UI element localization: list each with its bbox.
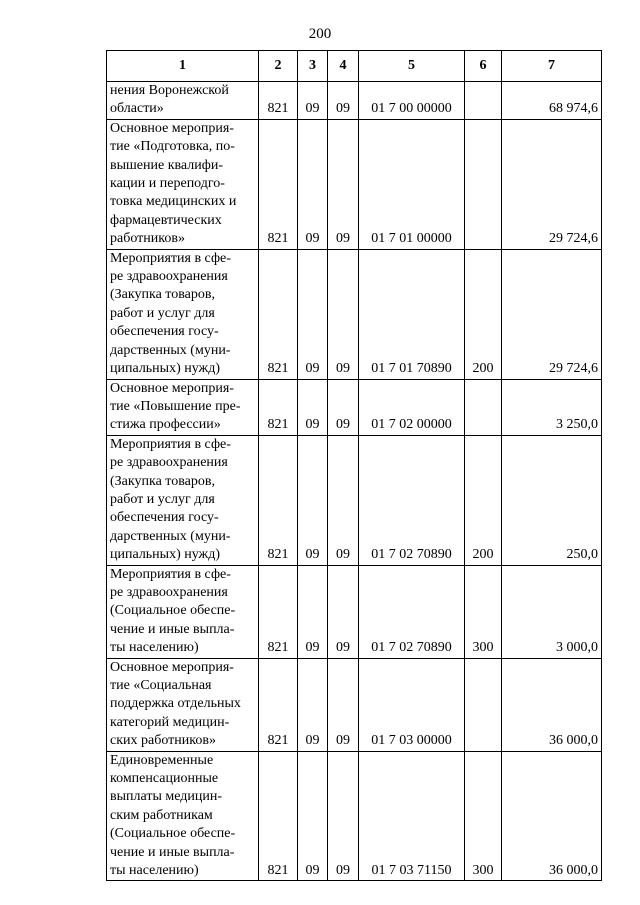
cell-c3: 09 [298, 82, 328, 120]
cell-c7: 68 974,6 [502, 82, 602, 120]
cell-c6: 200 [465, 435, 502, 565]
row-name: Мероприятия в сфе- ре здравоохранения (Закупка товаров, работ и услуг для обеспечения госу- дарственных (муни- ципальных) нужд) [107, 249, 259, 379]
cell-c2: 821 [259, 565, 298, 658]
cell-c4: 09 [328, 379, 359, 435]
row-name: Основное мероприя- тие «Подготовка, по- вышение квалифи- кации и переподго- товка медицинских и фармацевтических работников» [107, 119, 259, 249]
cell-c4: 09 [328, 119, 359, 249]
cell-c5: 01 7 00 00000 [359, 82, 465, 120]
table-row [107, 119, 602, 249]
cell-c4: 09 [328, 751, 359, 881]
cell-c5: 01 7 02 70890 [359, 435, 465, 565]
cell-c2: 821 [259, 379, 298, 435]
cell-c4: 09 [328, 82, 359, 120]
table-row [107, 249, 602, 379]
cell-c6 [465, 82, 502, 120]
table-row [107, 435, 602, 565]
cell-c7: 36 000,0 [502, 751, 602, 881]
cell-c3: 09 [298, 249, 328, 379]
cell-c2: 821 [259, 658, 298, 751]
cell-c7: 36 000,0 [502, 658, 602, 751]
cell-c4: 09 [328, 658, 359, 751]
table-row [107, 565, 602, 658]
cell-c2: 821 [259, 435, 298, 565]
cell-c6: 200 [465, 249, 502, 379]
column-header: 2 [259, 51, 298, 82]
cell-c2: 821 [259, 82, 298, 120]
cell-c3: 09 [298, 751, 328, 881]
column-header: 4 [328, 51, 359, 82]
budget-table [106, 50, 602, 881]
cell-c2: 821 [259, 119, 298, 249]
cell-c6: 300 [465, 751, 502, 881]
column-header: 7 [502, 51, 602, 82]
cell-c7: 29 724,6 [502, 249, 602, 379]
row-name: Основное мероприя- тие «Повышение пре- стижа профессии» [107, 379, 259, 435]
cell-c5: 01 7 03 71150 [359, 751, 465, 881]
page-number: 200 [308, 26, 332, 42]
cell-c3: 09 [298, 658, 328, 751]
cell-c3: 09 [298, 565, 328, 658]
cell-c2: 821 [259, 751, 298, 881]
cell-c5: 01 7 01 00000 [359, 119, 465, 249]
cell-c4: 09 [328, 435, 359, 565]
cell-c6 [465, 379, 502, 435]
row-name: нения Воронежской области» [107, 82, 259, 120]
column-header: 3 [298, 51, 328, 82]
cell-c5: 01 7 02 00000 [359, 379, 465, 435]
cell-c6 [465, 658, 502, 751]
cell-c4: 09 [328, 565, 359, 658]
row-name: Основное мероприя- тие «Социальная поддержка отдельных категорий медицин- ских работников» [107, 658, 259, 751]
cell-c7: 3 000,0 [502, 565, 602, 658]
cell-c4: 09 [328, 249, 359, 379]
row-name: Мероприятия в сфе- ре здравоохранения (Социальное обеспе- чение и иные выпла- ты населению) [107, 565, 259, 658]
table-row [107, 658, 602, 751]
cell-c3: 09 [298, 435, 328, 565]
cell-c2: 821 [259, 249, 298, 379]
header-row [107, 51, 602, 82]
cell-c6 [465, 119, 502, 249]
cell-c3: 09 [298, 119, 328, 249]
row-name: Единовременные компенсационные выплаты медицин- ским работникам (Социальное обеспе- чение и иные выпла- ты населению) [107, 751, 259, 881]
column-header: 5 [359, 51, 465, 82]
cell-c6: 300 [465, 565, 502, 658]
cell-c3: 09 [298, 379, 328, 435]
table-row [107, 379, 602, 435]
cell-c7: 29 724,6 [502, 119, 602, 249]
table-row [107, 82, 602, 120]
row-name: Мероприятия в сфе- ре здравоохранения (Закупка товаров, работ и услуг для обеспечения госу- дарственных (муни- ципальных) нужд) [107, 435, 259, 565]
column-header: 1 [107, 51, 259, 82]
cell-c5: 01 7 03 00000 [359, 658, 465, 751]
cell-c7: 250,0 [502, 435, 602, 565]
table-row [107, 751, 602, 881]
cell-c7: 3 250,0 [502, 379, 602, 435]
column-header: 6 [465, 51, 502, 82]
cell-c5: 01 7 01 70890 [359, 249, 465, 379]
cell-c5: 01 7 02 70890 [359, 565, 465, 658]
